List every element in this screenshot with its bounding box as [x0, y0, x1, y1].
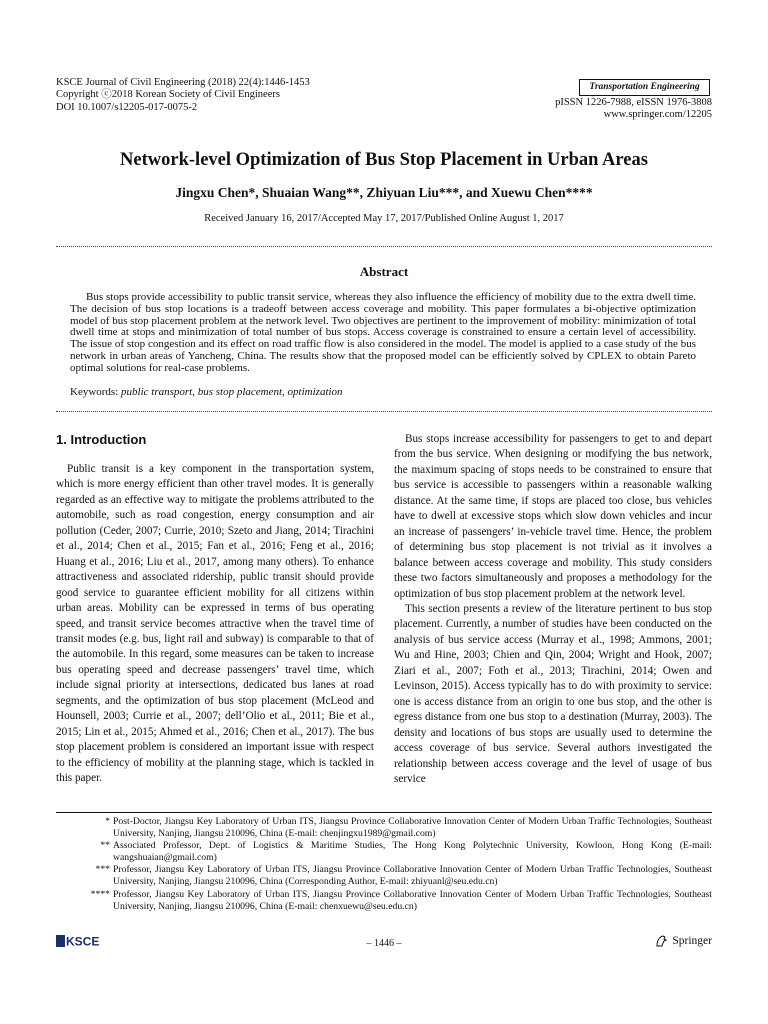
footnote-text: Associated Professor, Dept. of Logistics & Maritime Studies, The Hong Kong Polytechnic University, Kowloon, Hong Kong (E-mail: wangshuaian@gmail.com) — [113, 840, 712, 864]
footnote-item — [56, 864, 712, 888]
paper-title: Network-level Optimization of Bus Stop Placement in Urban Areas — [120, 150, 648, 170]
doi-line: DOI 10.1007/s12205-017-0075-2 — [56, 101, 198, 113]
issn-block — [555, 97, 712, 122]
top-divider — [56, 246, 712, 247]
springer-logo — [654, 934, 712, 948]
footnote-marker: ** — [100, 840, 110, 852]
paragraph: Bus stops increase accessibility for passengers to get to and depart from the bus service. When designing or modifying the bus network, the maximum spacing of stops needs to be constrained to ensure that bus service is accessible to passengers within a reasonable walking distance. At the same time, if stops are placed too close, bus vehicles have to dwell at excessive stops which slow down vehicles and incur an increase of passengers’ in-vehicle travel time. Hence, the problem of determining bus stop placement is not trivial as it involves a balance between access coverage and mobility. This study considers these two factors simultaneously and proposes a methodology for the optimization of bus stop placement problem at the network level. — [394, 433, 712, 600]
svg-text:KSCE: KSCE — [66, 934, 100, 948]
keywords-values: public transport, bus stop placement, optimization — [121, 386, 343, 398]
publication-dates: Received January 16, 2017/Accepted May 17, 2017/Published Online August 1, 2017 — [204, 213, 564, 224]
paragraph: This section presents a review of the literature pertinent to bus stop placement. Currently, a number of studies have been conducted on the analysis of bus service access (Murray et al., 1998; Ammons, 2001; Wu and Hine, 2003; Chien and Qin, 2004; Wright and Hook, 2007; Ziari et al., 2007; Foth et al., 2013; Tirachini, 2014; Owen and Levinson, 2015). Access typically has to do with proximity to service: one is access distance from an origin to one bus stop, and the other is egress distance from one bus stop to a destination (Murray, 2003). The density and locations of bus stops are usually used to determine the access coverage of bus service. Several authors investigated the relationship between access coverage and the level of usage of bus service — [394, 602, 712, 785]
footnote-rule — [56, 812, 712, 813]
journal-citation: KSCE Journal of Civil Engineering (2018) 22(4):1446-1453 — [56, 77, 310, 88]
section-heading: 1. Introduction — [56, 432, 147, 447]
footnote-text: Post-Doctor, Jiangsu Key Laboratory of Urban ITS, Jiangsu Province Collaborative Innovation Center of Modern Urban Traffic Technologies, Southeast University, Nanjing, Jiangsu 210096, China (E-mail: chenjingxu1989@gmail.com) — [113, 816, 712, 840]
footnote-item — [56, 840, 712, 864]
footnote-item — [56, 816, 712, 840]
copyright-line: Copyright ⓒ2018 Korean Society of Civil Engineers — [56, 89, 280, 101]
keywords-line — [70, 386, 343, 398]
author-list: Jingxu Chen*, Shuaian Wang**, Zhiyuan Liu***, and Xuewu Chen**** — [175, 185, 593, 200]
keywords-label: Keywords: — [70, 386, 119, 398]
springer-horse-icon — [654, 934, 668, 948]
footnote-marker: **** — [90, 888, 110, 900]
footnote-item — [56, 889, 712, 913]
publisher-name: Springer — [672, 935, 712, 947]
footnotes — [56, 816, 712, 913]
abstract-heading: Abstract — [359, 264, 409, 279]
footnote-marker: *** — [95, 864, 110, 876]
footnote-text: Professor, Jiangsu Key Laboratory of Urban ITS, Jiangsu Province Collaborative Innovation Center of Modern Urban Traffic Technologies, Southeast University, Nanjing, Jiangsu 210096, China (E-mail: chenxuewu@seu.edu.cn) — [113, 888, 712, 912]
section-label-box: Transportation Engineering — [579, 79, 710, 96]
abstract-text: Bus stops provide accessibility to public transit service, whereas they also influence the efficiency of mobility due to the extra dwell time. The decision of bus stop locations is a tradeoff between access coverage and mobility. This paper formulates a bi-objective optimization model of bus stop placement problem at the network level. Two objectives are pertinent to the improvement of mobility: minimization of total dwell time at stops and minimization of total number of bus stops. Access coverage is constrained to ensure a certain level of accessibility. The issue of stop congestion and its effect on road traffic flow is also considered in the model. The model is applied to a case study of the bus network in urban areas of Yancheng, China. The results show that the proposed model can be efficiently solved by CPLEX to obtain Pareto optimal solutions for real-case problems. — [70, 291, 696, 374]
page-number: – 1446 – — [366, 938, 402, 949]
body-column-right — [394, 432, 712, 787]
paragraph: Public transit is a key component in the transportation system, which is more energy efficient than other travel modes. It is generally regarded as an effective way to mitigate the problems attributed to the automobile, such as road congestion, energy consumption and air pollution (Ceder, 2007; Currie, 2010; Szeto and Jiang, 2014; Tirachini et al., 2014; Chen et al., 2015; Fan et al., 2016; Feng et al., 2016; Huang et al., 2016; Liu et al., 2017, among many others). To enhance attractiveness and associated ridership, public transit should provide good service to guarantee efficient mobility for all citizens within urban areas. Mobility can be expressed in terms of bus operating speed, and transit service becomes attractive when the travel time of transit modes (e.g. bus, light rail and subway) is comparable to that of the automobile. In this regard, some measures can be taken to increase bus operating speed and decrease passengers’ travel time, which include signal priority at intersections, dedicated bus lanes at road segments, and the optimization of bus stop placement (McLeod and Hounsell, 2003; Currie et al., 2007; dell’Olio et al., 2011; Bie et al., 2015; Lin et al., 2015; Ahmed et al., 2016; Chen et al., 2017). The bus stop placement problem is considered an important issue with respect to the efficiency of mobility at the planning stage, which is tackled in this paper. — [56, 463, 374, 785]
footnote-text: Professor, Jiangsu Key Laboratory of Urban ITS, Jiangsu Province Collaborative Innovation Center of Modern Urban Traffic Technologies, Southeast University, Nanjing, Jiangsu 210096, China (Corresponding Author, E-mail: zhiyuanl@seu.edu.cn) — [113, 864, 712, 888]
abstract-divider — [56, 411, 712, 412]
body-column-left — [56, 462, 374, 787]
journal-url[interactable]: www.springer.com/12205 — [603, 109, 712, 121]
issn-line: pISSN 1226-7988, eISSN 1976-3808 — [555, 97, 712, 108]
journal-header — [56, 77, 310, 114]
footnote-marker: * — [105, 816, 110, 827]
